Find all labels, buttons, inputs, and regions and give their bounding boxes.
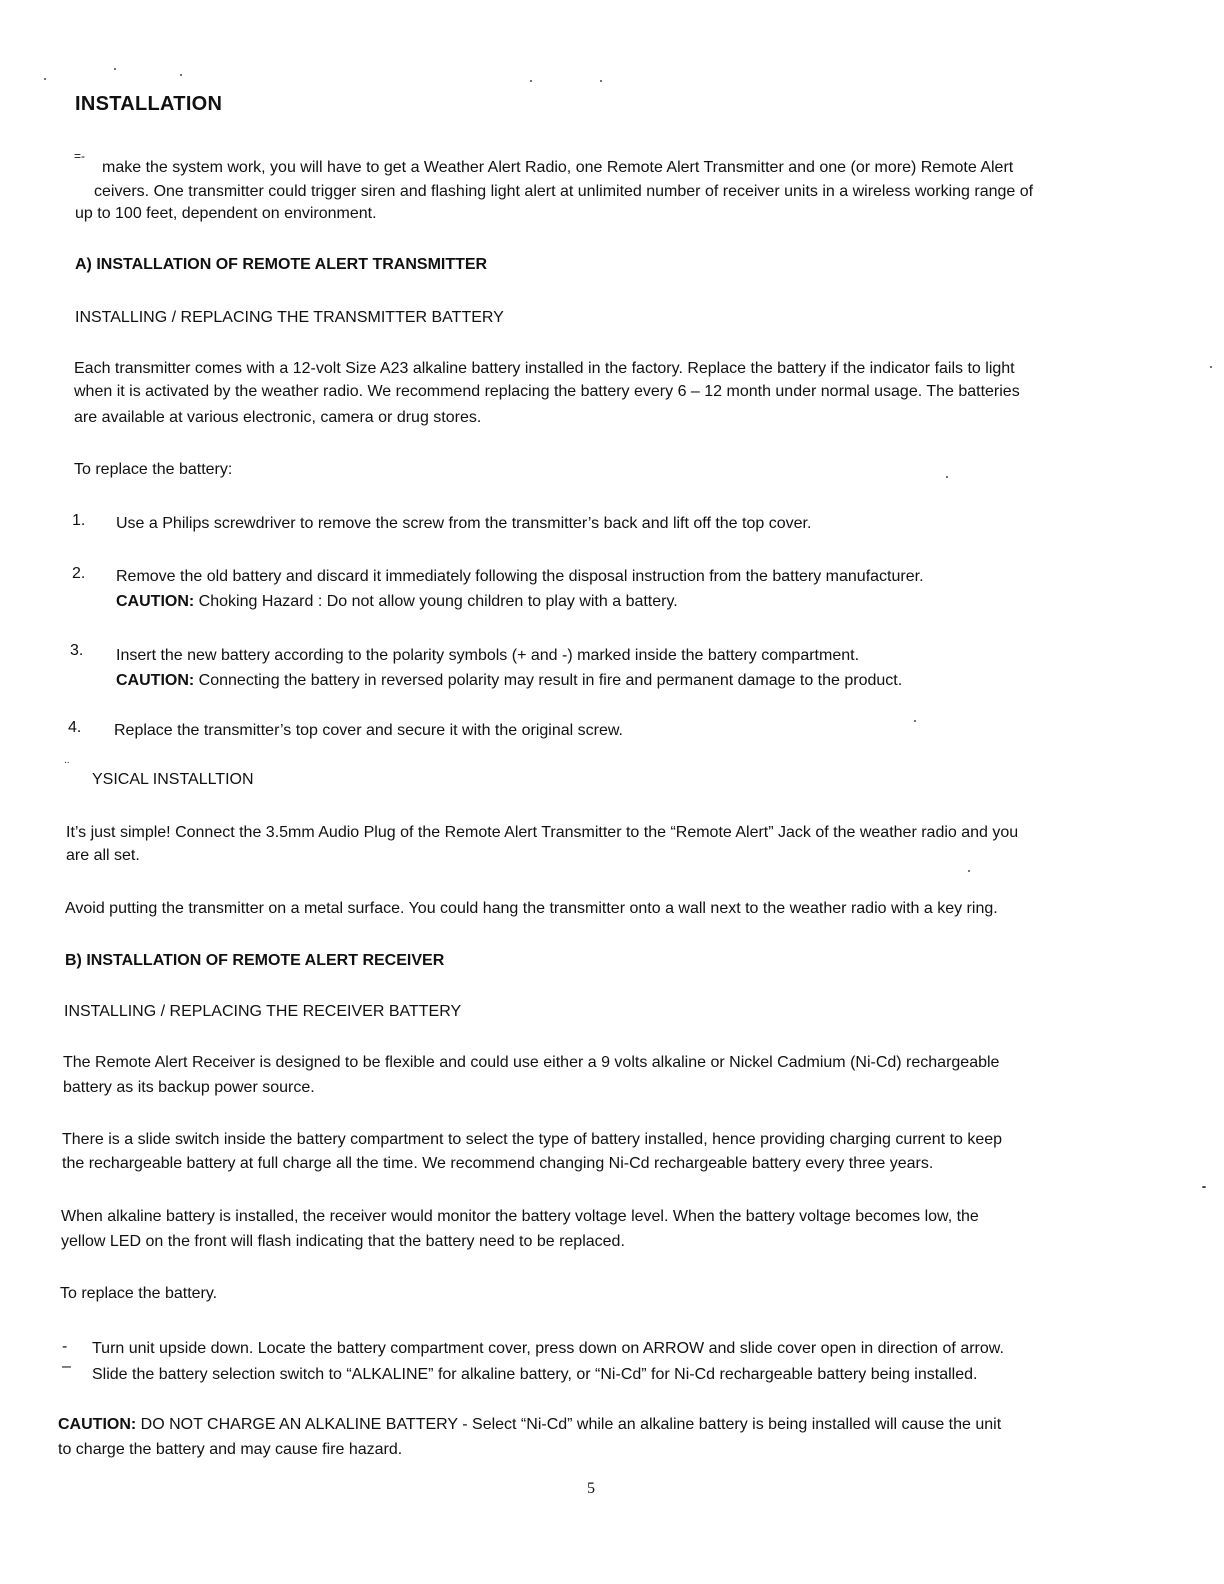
caution-text: DO NOT CHARGE AN ALKALINE BATTERY - Select “Ni-Cd” while an alkaline battery is being installed will cause the unit [136, 1416, 1002, 1433]
caution-label: CAUTION: [58, 1416, 137, 1433]
section-a-para-line-2: when it is activated by the weather radio. We recommend replacing the battery every 6 – 12 month under normal usage. The batteries [74, 383, 1020, 400]
scan-speck [968, 870, 970, 872]
receiver-caution-line-2: to charge the battery and may cause fire hazard. [58, 1441, 403, 1458]
bullet-mark: – [62, 1358, 71, 1375]
section-b-para1-line-2: battery as its backup power source. [63, 1079, 315, 1096]
scan-speck [1202, 1186, 1206, 1188]
intro-line-1: make the system work, you will have to get a Weather Alert Radio, one Remote Alert Transmitter and one (or more) Remote Alert [102, 159, 1014, 176]
physical-installation-title: YSICAL INSTALLTION [92, 771, 254, 788]
section-a-para-line-3: are available at various electronic, camera or drug stores. [74, 409, 482, 426]
step-text: Remove the old battery and discard it immediately following the disposal instruction from the battery manufacturer. [116, 568, 924, 585]
step-caution [116, 591, 678, 612]
bullet-text: Turn unit upside down. Locate the battery compartment cover, press down on ARROW and slide cover open in direction of arrow. [92, 1340, 1004, 1357]
physical-marker: .. [64, 755, 70, 766]
page-title: INSTALLATION [75, 93, 223, 115]
scan-speck [1210, 366, 1212, 368]
section-b-para2-line-2: the rechargeable battery at full charge all the time. We recommend changing Ni-Cd rechargeable battery every three years. [62, 1155, 934, 1172]
section-b-subtitle: INSTALLING / REPLACING THE RECEIVER BATTERY [64, 1003, 462, 1020]
bullet-mark: - [62, 1338, 68, 1355]
caution-text: Connecting the battery in reversed polarity may result in fire and permanent damage to the product. [194, 672, 903, 689]
step-number: 3. [70, 642, 84, 659]
step-text: Use a Philips screwdriver to remove the screw from the transmitter’s back and lift off the top cover. [116, 515, 812, 532]
section-a-para-line-1: Each transmitter comes with a 12-volt Size A23 alkaline battery installed in the factory. Replace the battery if the indicator fails to light [74, 360, 1015, 377]
scan-speck [180, 74, 182, 76]
to-replace-label: To replace the battery: [74, 461, 233, 478]
avoid-para: Avoid putting the transmitter on a metal surface. You could hang the transmitter onto a wall next to the weather radio with a key ring. [65, 900, 998, 917]
scan-speck [946, 476, 948, 478]
receiver-caution-line-1 [58, 1414, 1001, 1435]
section-b-para2-line-1: There is a slide switch inside the battery compartment to select the type of battery installed, hence providing charging current to keep [62, 1131, 1003, 1148]
step-text: Replace the transmitter’s top cover and secure it with the original screw. [114, 722, 623, 739]
section-a-subtitle: INSTALLING / REPLACING THE TRANSMITTER BATTERY [75, 309, 504, 326]
step-number: 1. [72, 512, 86, 529]
step-caution [116, 670, 902, 691]
scan-speck [530, 80, 532, 82]
caution-text: Choking Hazard : Do not allow young children to play with a battery. [194, 593, 678, 610]
intro-line-3: up to 100 feet, dependent on environment. [75, 205, 377, 222]
step-number: 2. [72, 565, 86, 582]
scan-speck [114, 68, 116, 70]
to-replace-receiver-label: To replace the battery. [60, 1285, 218, 1302]
section-b-para3-line-1: When alkaline battery is installed, the receiver would monitor the battery voltage level. When the battery voltage becomes low, the [61, 1208, 979, 1225]
section-b-title: B) INSTALLATION OF REMOTE ALERT RECEIVER [65, 952, 445, 969]
step-number: 4. [68, 719, 82, 736]
scan-speck [914, 720, 916, 722]
scan-speck [44, 78, 46, 80]
scan-speck [600, 80, 602, 82]
section-a-title: A) INSTALLATION OF REMOTE ALERT TRANSMITTER [75, 256, 488, 273]
physical-para-line-2: are all set. [66, 847, 140, 864]
physical-para-line-1: It’s just simple! Connect the 3.5mm Audio Plug of the Remote Alert Transmitter to the “Remote Alert” Jack of the weather radio and you [66, 824, 1019, 841]
section-b-para3-line-2: yellow LED on the front will flash indicating that the battery need to be replaced. [61, 1233, 625, 1250]
caution-label: CAUTION: [116, 672, 195, 689]
caution-label: CAUTION: [116, 593, 195, 610]
intro-line-2: ceivers. One transmitter could trigger siren and flashing light alert at unlimited number of receiver units in a wireless working range of [94, 183, 1034, 200]
step-text: Insert the new battery according to the polarity symbols (+ and -) marked inside the battery compartment. [116, 647, 860, 664]
page-number: 5 [587, 1480, 595, 1497]
intro-marker: =- [74, 149, 86, 163]
section-b-para1-line-1: The Remote Alert Receiver is designed to be flexible and could use either a 9 volts alkaline or Nickel Cadmium (Ni-Cd) rechargeable [63, 1054, 1000, 1071]
bullet-text: Slide the battery selection switch to “ALKALINE” for alkaline battery, or “Ni-Cd” for Ni-Cd rechargeable battery being installed. [92, 1366, 978, 1383]
